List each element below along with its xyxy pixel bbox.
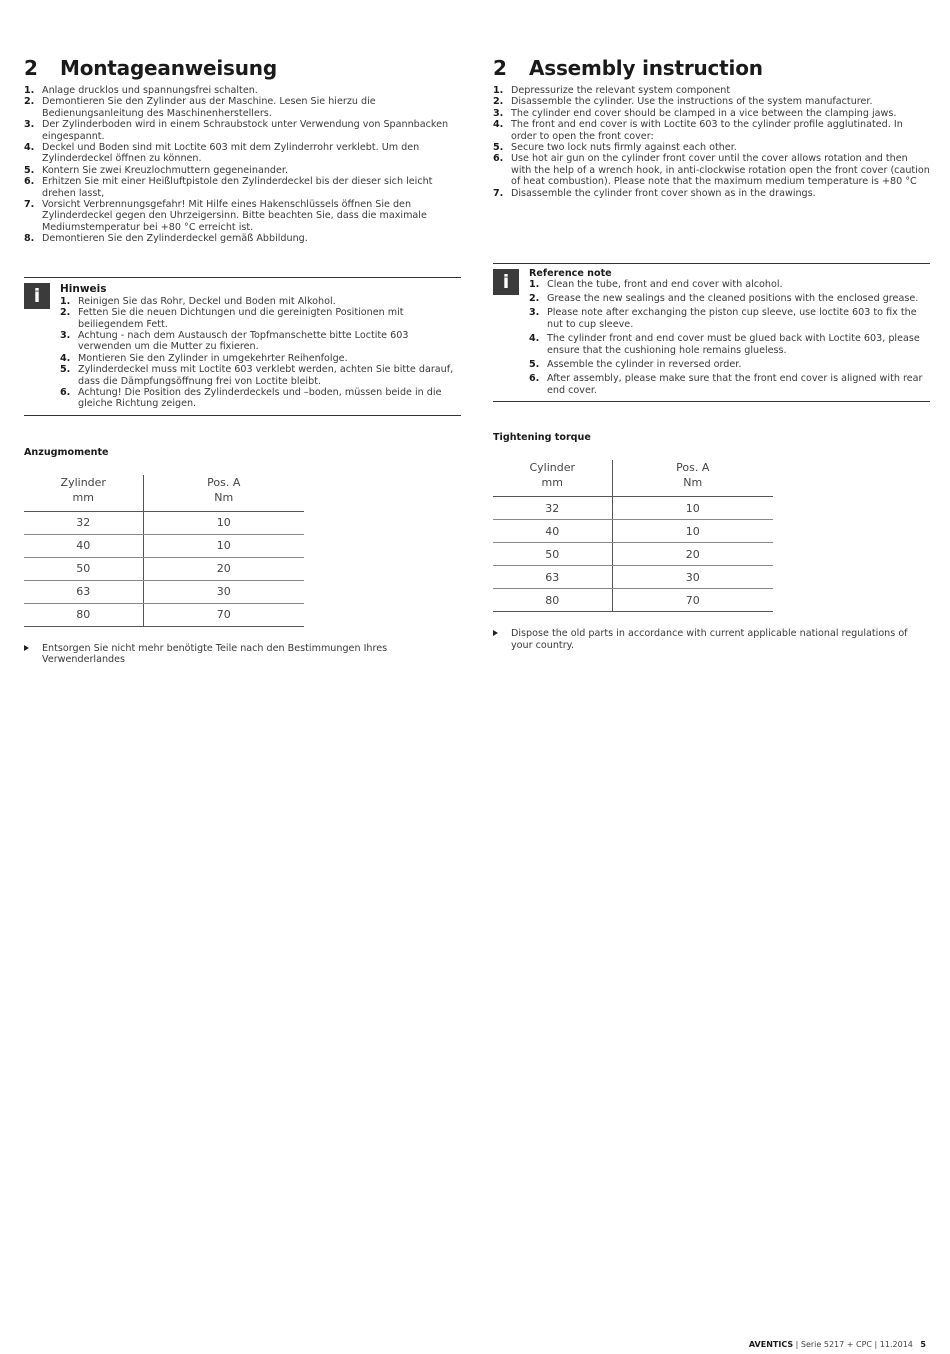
hint-title: Hinweis — [60, 282, 107, 295]
reference-note-title: Reference note — [529, 268, 612, 280]
step-item: 2. Disassemble the cylinder. Use the instructions of the system manufacturer. — [493, 96, 873, 108]
torque-heading: Tightening torque — [493, 432, 591, 444]
torque-table — [493, 460, 773, 612]
torque-table — [24, 475, 304, 627]
table-row: 50 20 — [24, 557, 304, 580]
hint-list — [60, 296, 461, 410]
table-header-cell: Cylinder mm — [493, 460, 612, 497]
step-list — [24, 85, 461, 245]
info-icon: i — [493, 269, 519, 295]
table-header-cell: Zylinder mm — [24, 475, 143, 512]
hint-item: 3. Achtung - nach dem Austausch der Topfmanschette bitte Loctite 603 verwenden um die Mutter zu fixieren. — [60, 329, 409, 353]
torque-heading: Anzugmomente — [24, 446, 109, 458]
hint-item: 6. Achtung! Die Position des Zylinderdeckels und –boden, müssen beide in die gleiche Richtung zeigen. — [60, 386, 442, 410]
dispose-note: Entsorgen Sie nicht mehr benötigte Teile nach den Bestimmungen Ihres Verwenderlandes — [24, 643, 461, 666]
table-header-cell: Pos. A Nm — [612, 460, 773, 497]
step-item: 7. Disassemble the cylinder front cover shown as in the drawings. — [493, 187, 816, 199]
bullet-triangle-icon — [493, 630, 498, 636]
section-number: 2 — [493, 56, 507, 80]
note-item: 6. After assembly, please make sure that the front end cover is aligned with rear end cover. — [529, 373, 923, 396]
table-row: 32 10 — [493, 497, 773, 520]
brand-name: AVENTICS — [748, 1340, 794, 1349]
section-heading — [493, 54, 930, 82]
bullet-triangle-icon — [24, 645, 29, 651]
table-header-row — [493, 460, 773, 497]
table-row: 63 30 — [24, 580, 304, 603]
info-icon: i — [24, 283, 50, 309]
table-row: 50 20 — [493, 543, 773, 566]
step-item: 6. Erhitzen Sie mit einer Heißluftpistole den Zylinderdeckel bis der dieser sich leicht drehen lasst, — [24, 176, 433, 199]
hint-item: 1. Reinigen Sie das Rohr, Deckel und Boden mit Alkohol. — [60, 295, 336, 307]
step-list — [493, 85, 930, 199]
note-item: 1. Clean the tube, front and end cover with alcohol. — [529, 279, 783, 291]
note-item: 2. Grease the new sealings and the cleaned positions with the enclosed grease. — [529, 292, 919, 304]
series-info: | Serie 5217 + CPC | 11.2014 — [793, 1340, 916, 1349]
page-footer — [749, 1340, 926, 1349]
section-number: 2 — [24, 56, 38, 80]
step-item: 5. Kontern Sie zwei Kreuzlochmuttern gegeneinander. — [24, 164, 289, 176]
table-header-cell: Pos. A Nm — [143, 475, 304, 512]
step-item: 8. Demontieren Sie den Zylinderdeckel gemäß Abbildung. — [24, 233, 308, 245]
table-row: 63 30 — [493, 566, 773, 589]
hint-box — [24, 277, 461, 416]
step-item: 7. Vorsicht Verbrennungsgefahr! Mit Hilfe eines Hakenschlüssels öffnen Sie den Zylinderdeckel gegen den Uhrzeigersinn. Bitte beachten Sie, dass die maximale Mediumstemperatur bei +80 °C erreicht ist. — [24, 199, 427, 233]
table-row: 32 10 — [24, 511, 304, 534]
table-row: 80 70 — [493, 589, 773, 612]
table-row: 40 10 — [493, 520, 773, 543]
reference-note-box — [493, 263, 930, 402]
english-column — [493, 54, 930, 651]
note-item: 3. Please note after exchanging the piston cup sleeve, use loctite 603 to fix the nut to cup sleeve. — [529, 307, 917, 330]
page-number: 5 — [920, 1340, 926, 1349]
step-item: 4. The front and end cover is with Loctite 603 to the cylinder profile agglutinated. In order to open the front cover: — [493, 119, 903, 142]
section-title: Assembly instruction — [529, 56, 763, 80]
note-item: 5. Assemble the cylinder in reversed order. — [529, 358, 742, 370]
step-item: 1. Anlage drucklos und spannungsfrei schalten. — [24, 85, 258, 96]
hint-item: 2. Fetten Sie die neuen Dichtungen und die gereinigten Positionen mit beiliegendem Fett. — [60, 307, 404, 330]
step-item: 3. The cylinder end cover should be clamped in a vice between the clamping jaws. — [493, 107, 897, 119]
step-item: 5. Secure two lock nuts firmly against each other. — [493, 142, 737, 154]
section-title: Montageanweisung — [60, 56, 277, 80]
dispose-note: Dispose the old parts in accordance with current applicable national regulations of your country. — [493, 628, 930, 651]
step-item: 3. Der Zylinderboden wird in einem Schraubstock unter Verwendung von Spannbacken eingespannt. — [24, 119, 449, 142]
note-item: 4. The cylinder front and end cover must be glued back with Loctite 603, please ensure that the cushioning hole remains glueless. — [529, 333, 920, 356]
table-row: 80 70 — [24, 603, 304, 626]
step-item: 1. Depressurize the relevant system component — [493, 85, 731, 96]
table-header-row — [24, 475, 304, 512]
step-item: 6. Use hot air gun on the cylinder front cover until the cover allows rotation and then with the help of a wrench hook, in anti-clockwise rotation open the front cover (caution of heat combustion). Please note that the maximum medium temperature is +80 °C — [493, 153, 930, 188]
section-heading — [24, 54, 461, 82]
hint-item: 5. Zylinderdeckel muss mit Loctite 603 verklebt werden, achten Sie bitte darauf, dass die Dämpfungsöffnung frei von Loctite bleibt. — [60, 364, 454, 387]
german-column — [24, 54, 461, 666]
reference-note-list — [529, 279, 930, 396]
step-item: 4. Deckel und Boden sind mit Loctite 603 mit dem Zylinderrohr verklebt. Um den Zylinderdeckel öffnen zu können. — [24, 142, 420, 165]
table-row: 40 10 — [24, 534, 304, 557]
step-item: 2. Demontieren Sie den Zylinder aus der Maschine. Lesen Sie hierzu die Bedienungsanleitung des Maschinenherstellers. — [24, 96, 376, 119]
hint-item: 4. Montieren Sie den Zylinder in umgekehrter Reihenfolge. — [60, 352, 348, 364]
